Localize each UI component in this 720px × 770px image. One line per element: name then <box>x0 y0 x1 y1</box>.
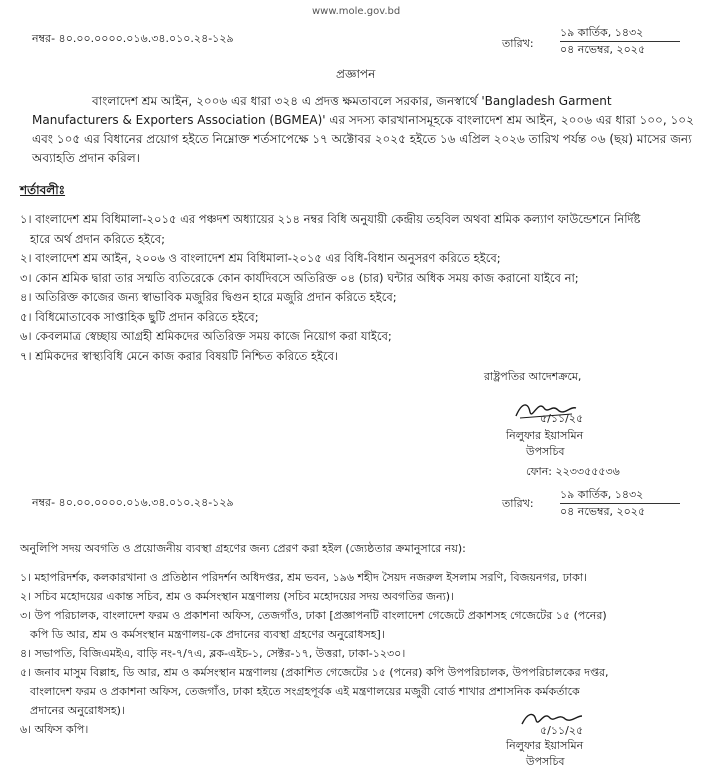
signatory-phone: ফোন: ২২৩৩৫৫৫৩৬ <box>526 465 620 478</box>
signature-2-date: ৫/১১/২৫ <box>540 724 584 737</box>
signatory-1 <box>506 428 620 480</box>
date-gregorian: ০৪ নভেম্বর, ২০২৫ <box>560 505 646 518</box>
signatory-name: নিলুফার ইয়াসমিন <box>506 429 584 442</box>
condition-item: ৩। কোন শ্রমিক দ্বারা তার সম্মতি ব্যতিরেকে কোন কার্যদিবসে অতিরিক্ত ০৪ (চার) ঘন্টার অধিক সময় কাজ করানো যাইবে না; <box>20 270 579 285</box>
condition-item: ৬। কেবলমাত্র স্বেচ্ছায় আগ্রহী শ্রমিকদের অতিরিক্ত সময় কাজে নিয়োগ করা যাইবে; <box>20 329 392 343</box>
condition-item: ২। বাংলাদেশ শ্রম আইন, ২০০৬ ও বাংলাদেশ শ্রম বিধিমালা-২০১৫ এর বিধি-বিধান অনুসরণ করিতে হইবে; <box>20 251 501 265</box>
condition-item: ৭। শ্রমিকদের স্বাস্থ্যবিধি মেনে কাজ করার বিষয়টি নিশ্চিত করিতে হইবে। <box>20 348 339 363</box>
condition-item: ৪। অতিরিক্ত কাজের জন্য স্বাভাবিক মজুরির দ্বিগুন হারে মজুরি প্রদান করিতে হইবে; <box>20 290 397 304</box>
date-bangla: ১৯ কার্তিক, ১৪৩২ <box>560 488 644 501</box>
signatory-name: নিলুফার ইয়াসমিন <box>506 739 584 752</box>
date-bangla: ১৯ কার্তিক, ১৪৩২ <box>560 26 644 39</box>
date-label: তারিখ: <box>502 497 534 510</box>
signature-1-date: ৫/১১/২৫ <box>540 412 584 425</box>
copy-item: ৬। অফিস কপি। <box>20 723 89 736</box>
copy-item: কপি ডি আর, শ্রম ও কর্মসংস্থান মন্ত্রণালয়-কে প্রদানের ব্যবস্থা গ্রহণের অনুরোধসহ]। <box>30 628 385 641</box>
copy-item: ৫। জনাব মাসুম বিল্লাহ, ডি আর, শ্রম ও কর্মসংস্থান মন্ত্রণালয় (প্রকাশিত গেজেটের ১৫ (পনের) কপি উপপরিচালক, উপপরিচালকের দপ্তর, <box>20 666 609 679</box>
notice-body: বাংলাদেশ শ্রম আইন, ২০০৬ এর ধারা ৩২৪ এ প্রদত্ত ক্ষমতাবলে সরকার, জনস্বার্থে 'Bangladesh Garment Manufacturers & Exporters Association (BGMEA)' এর সদস্য কারখানাসমূহকে বাংলাদেশ শ্রম আইন, ২০০৬ এর ধারা ১০০, ১০২ এবং ১০৫ এর বিধানের প্রয়োগ হইতে নিম্নোক্ত শর্তসাপেক্ষে ১৭ অক্টোবর ২০২৫ হইতে ১৬ এপ্রিল ২০২৬ তারিখ পর্যন্ত ০৬ (ছয়) মাসের জন্য অব্যাহতি প্রদান করিল। <box>32 94 694 165</box>
copy-item: ৪। সভাপতি, বিজিএমইএ, বাড়ি নং-৭/৭এ, ব্লক-এইচ-১, সেক্টর-১৭, উত্তরা, ঢাকা-১২৩০। <box>20 647 406 660</box>
copy-item: ৩। উপ পরিচালক, বাংলাদেশ ফরম ও প্রকাশনা অফিস, তেজগাঁও, ঢাকা [প্রজ্ঞাপনটি বাংলাদেশ গেজেটে প্রকাশসহ গেজেটের ১৫ (পনের) <box>20 609 607 622</box>
memo-number: নম্বর- ৪০.০০.০০০০.০১৬.৩৪.০১০.২৪-১২৯ <box>32 32 234 45</box>
order-line: রাষ্ট্রপতির আদেশক্রমে, <box>484 370 582 383</box>
website-url: www.mole.gov.bd <box>312 6 401 17</box>
copy-item: ২। সচিব মহোদয়ের একান্ত সচিব, শ্রম ও কর্মসংস্থান মন্ত্রণালয় (সচিব মহোদয়ের সদয় অবগতির জন্য)। <box>20 590 454 603</box>
notice-title: প্রজ্ঞাপন <box>336 67 376 81</box>
condition-item: হারে অর্থ প্রদান করিতে হইবে; <box>30 231 166 246</box>
copy-item: প্রদানের অনুরোধসহ)। <box>30 704 125 717</box>
copy-item: বাংলাদেশ ফরম ও প্রকাশনা অফিস, তেজগাঁও, ঢাকা হইতে সংগ্রহপূর্বক এই মন্ত্রণালয়ের মজুরী বোর্ড শাখার প্রশাসনিক কর্মকর্তাকে <box>30 685 580 698</box>
copy-intro: অনুলিপি সদয় অবগতি ও প্রয়োজনীয় ব্যবস্থা গ্রহণের জন্য প্রেরণ করা হইল (জ্যেষ্ঠতার ক্রমানুসারে নয়): <box>20 542 466 555</box>
signatory-2 <box>506 738 583 770</box>
date-gregorian: ০৪ নভেম্বর, ২০২৫ <box>560 43 646 56</box>
date-divider <box>560 503 680 504</box>
condition-item: ৫। বিধিমোতাবেক সাপ্তাহিক ছুটি প্রদান করিতে হইবে; <box>20 309 259 324</box>
date-label: তারিখ: <box>502 37 534 50</box>
signatory-designation: উপসচিব <box>526 755 565 768</box>
date-block <box>560 26 680 57</box>
condition-item: ১। বাংলাদেশ শ্রম বিধিমালা-২০১৫ এর পঞ্চদশ অধ্যায়ের ২১৪ নম্বর বিধি অনুযায়ী কেন্দ্রীয় তহবিল অথবা শ্রমিক কল্যাণ ফাউন্ডেশনে নির্দিষ্ট <box>20 212 641 226</box>
date-block <box>560 488 680 519</box>
signatory-designation: উপসচিব <box>526 445 565 458</box>
conditions-heading: শর্তাবলীঃ <box>20 183 66 197</box>
copy-item: ১। মহাপরিদর্শক, কলকারখানা ও প্রতিষ্ঠান পরিদর্শন অধিদপ্তর, শ্রম ভবন, ১৯৬ শহীদ সৈয়দ নজরুল ইসলাম সরণি, বিজয়নগর, ঢাকা। <box>20 571 587 584</box>
date-divider <box>560 41 680 42</box>
memo-number: নম্বর- ৪০.০০.০০০০.০১৬.৩৪.০১০.২৪-১২৯ <box>32 496 234 509</box>
conditions-list <box>20 210 640 366</box>
